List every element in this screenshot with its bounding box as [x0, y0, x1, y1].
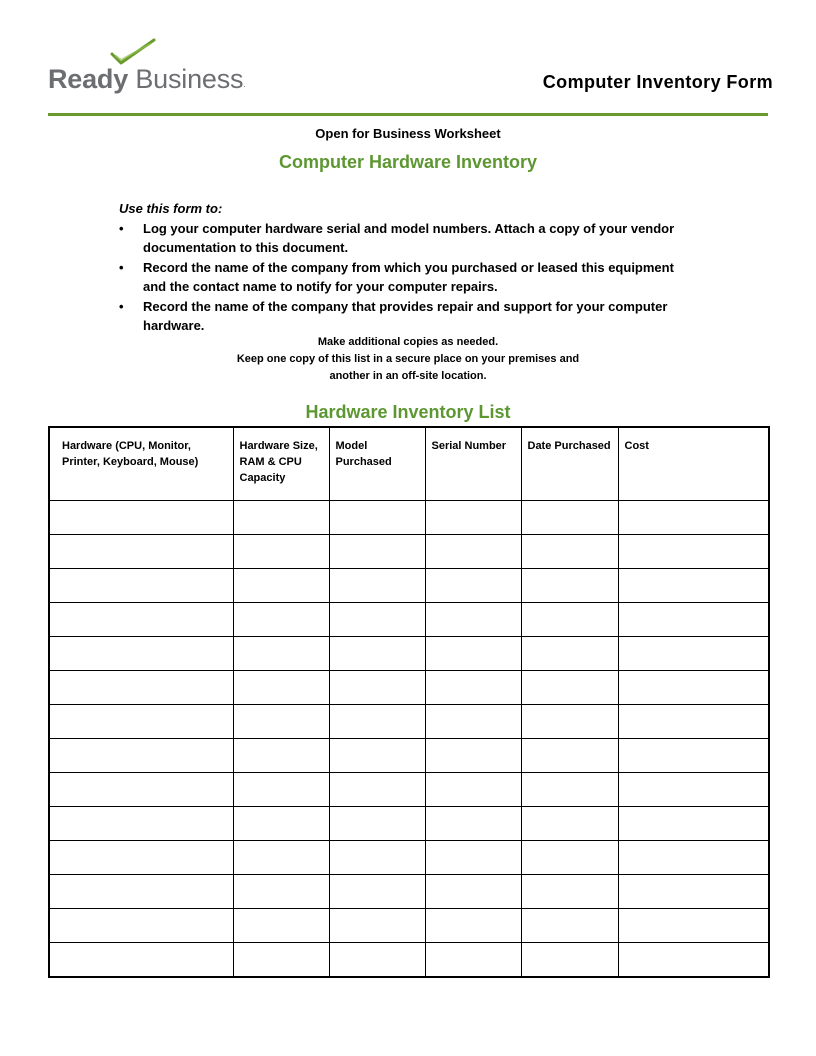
table-row — [49, 942, 769, 977]
cell-cost[interactable] — [618, 568, 769, 602]
checkmark-icon — [110, 38, 156, 66]
bullet-icon: • — [119, 259, 124, 275]
cell-date[interactable] — [521, 670, 618, 704]
cell-serial[interactable] — [425, 636, 521, 670]
hardware-inventory-table — [48, 426, 770, 978]
instruction-text: Record the name of the company from which you purchased or leased this equipment and the contact name to notify for your computer repairs. — [143, 259, 674, 294]
keep-note-line-2: another in an off-site location. — [329, 370, 487, 382]
cell-cost[interactable] — [618, 942, 769, 977]
cell-hardware[interactable] — [49, 908, 233, 942]
cell-date[interactable] — [521, 636, 618, 670]
cell-model[interactable] — [329, 806, 425, 840]
cell-serial[interactable] — [425, 602, 521, 636]
cell-serial[interactable] — [425, 704, 521, 738]
table-row — [49, 908, 769, 942]
cell-date[interactable] — [521, 806, 618, 840]
cell-size[interactable] — [233, 874, 329, 908]
instruction-item — [119, 258, 679, 297]
column-header-serial: Serial Number — [425, 427, 521, 500]
cell-cost[interactable] — [618, 534, 769, 568]
instruction-list — [119, 219, 679, 336]
cell-hardware[interactable] — [49, 500, 233, 534]
cell-date[interactable] — [521, 534, 618, 568]
cell-date[interactable] — [521, 874, 618, 908]
cell-model[interactable] — [329, 670, 425, 704]
cell-cost[interactable] — [618, 738, 769, 772]
instruction-item — [119, 297, 679, 336]
cell-serial[interactable] — [425, 738, 521, 772]
cell-date[interactable] — [521, 840, 618, 874]
cell-cost[interactable] — [618, 840, 769, 874]
cell-hardware[interactable] — [49, 602, 233, 636]
cell-model[interactable] — [329, 534, 425, 568]
cell-serial[interactable] — [425, 874, 521, 908]
cell-hardware[interactable] — [49, 636, 233, 670]
column-header-model: Model Purchased — [329, 427, 425, 500]
cell-serial[interactable] — [425, 942, 521, 977]
cell-size[interactable] — [233, 772, 329, 806]
table-header-row — [49, 427, 769, 500]
cell-date[interactable] — [521, 568, 618, 602]
cell-model[interactable] — [329, 704, 425, 738]
cell-model[interactable] — [329, 942, 425, 977]
cell-size[interactable] — [233, 840, 329, 874]
cell-serial[interactable] — [425, 568, 521, 602]
cell-model[interactable] — [329, 636, 425, 670]
cell-cost[interactable] — [618, 704, 769, 738]
cell-hardware[interactable] — [49, 738, 233, 772]
cell-hardware[interactable] — [49, 806, 233, 840]
worksheet-label: Open for Business Worksheet — [315, 126, 501, 141]
column-header-hardware: Hardware (CPU, Monitor, Printer, Keyboard, Mouse) — [49, 427, 233, 500]
cell-size[interactable] — [233, 500, 329, 534]
cell-date[interactable] — [521, 500, 618, 534]
cell-size[interactable] — [233, 670, 329, 704]
cell-cost[interactable] — [618, 500, 769, 534]
cell-size[interactable] — [233, 942, 329, 977]
logo-mark: . — [243, 79, 246, 89]
cell-hardware[interactable] — [49, 840, 233, 874]
cell-serial[interactable] — [425, 670, 521, 704]
cell-size[interactable] — [233, 704, 329, 738]
cell-model[interactable] — [329, 908, 425, 942]
logo-wordmark — [48, 64, 246, 95]
table-row — [49, 670, 769, 704]
table-row — [49, 534, 769, 568]
table-row — [49, 704, 769, 738]
cell-date[interactable] — [521, 908, 618, 942]
cell-size[interactable] — [233, 908, 329, 942]
cell-cost[interactable] — [618, 670, 769, 704]
cell-serial[interactable] — [425, 908, 521, 942]
cell-model[interactable] — [329, 874, 425, 908]
cell-serial[interactable] — [425, 840, 521, 874]
page-title: Computer Hardware Inventory — [278, 152, 538, 172]
cell-serial[interactable] — [425, 534, 521, 568]
cell-model[interactable] — [329, 568, 425, 602]
cell-cost[interactable] — [618, 772, 769, 806]
cell-date[interactable] — [521, 772, 618, 806]
cell-model[interactable] — [329, 840, 425, 874]
cell-hardware[interactable] — [49, 568, 233, 602]
cell-size[interactable] — [233, 806, 329, 840]
cell-cost[interactable] — [618, 908, 769, 942]
table-row — [49, 500, 769, 534]
bullet-icon: • — [119, 220, 124, 236]
cell-size[interactable] — [233, 738, 329, 772]
column-header-date: Date Purchased — [521, 427, 618, 500]
cell-serial[interactable] — [425, 500, 521, 534]
instruction-text: Log your computer hardware serial and model numbers. Attach a copy of your vendor documentation to this document. — [143, 220, 675, 255]
table-row — [49, 738, 769, 772]
cell-hardware[interactable] — [49, 670, 233, 704]
table-row — [49, 568, 769, 602]
bullet-icon: • — [119, 298, 124, 314]
cell-date[interactable] — [521, 942, 618, 977]
cell-hardware[interactable] — [49, 942, 233, 977]
cell-cost[interactable] — [618, 636, 769, 670]
table-row — [49, 874, 769, 908]
table-row — [49, 806, 769, 840]
copies-note: Make additional copies as needed. — [317, 336, 499, 348]
cell-hardware[interactable] — [49, 772, 233, 806]
use-label: Use this form to: — [119, 201, 223, 216]
ready-business-logo — [48, 38, 248, 100]
instructions — [119, 199, 679, 336]
instruction-text: Record the name of the company that provides repair and support for your computer hardware. — [143, 298, 668, 333]
instruction-item — [119, 219, 679, 258]
cell-date[interactable] — [521, 602, 618, 636]
table-row — [49, 772, 769, 806]
cell-hardware[interactable] — [49, 704, 233, 738]
column-header-size: Hardware Size, RAM & CPU Capacity — [233, 427, 329, 500]
cell-model[interactable] — [329, 738, 425, 772]
cell-model[interactable] — [329, 602, 425, 636]
cell-size[interactable] — [233, 636, 329, 670]
cell-date[interactable] — [521, 704, 618, 738]
column-header-cost: Cost — [618, 427, 769, 500]
logo-word-business: Business — [135, 64, 244, 94]
cell-serial[interactable] — [425, 772, 521, 806]
table-row — [49, 636, 769, 670]
form-title: Computer Inventory Form — [542, 72, 773, 92]
cell-date[interactable] — [521, 738, 618, 772]
keep-note-line-1: Keep one copy of this list in a secure place on your premises and — [236, 353, 580, 365]
cell-model[interactable] — [329, 772, 425, 806]
cell-cost[interactable] — [618, 874, 769, 908]
cell-size[interactable] — [233, 568, 329, 602]
cell-model[interactable] — [329, 500, 425, 534]
table-row — [49, 602, 769, 636]
logo-word-ready: Ready — [48, 64, 129, 94]
cell-hardware[interactable] — [49, 534, 233, 568]
cell-size[interactable] — [233, 602, 329, 636]
header-divider — [48, 113, 768, 116]
cell-size[interactable] — [233, 534, 329, 568]
cell-hardware[interactable] — [49, 874, 233, 908]
cell-cost[interactable] — [618, 806, 769, 840]
table-row — [49, 840, 769, 874]
cell-serial[interactable] — [425, 806, 521, 840]
table-title: Hardware Inventory List — [305, 402, 511, 422]
cell-cost[interactable] — [618, 602, 769, 636]
